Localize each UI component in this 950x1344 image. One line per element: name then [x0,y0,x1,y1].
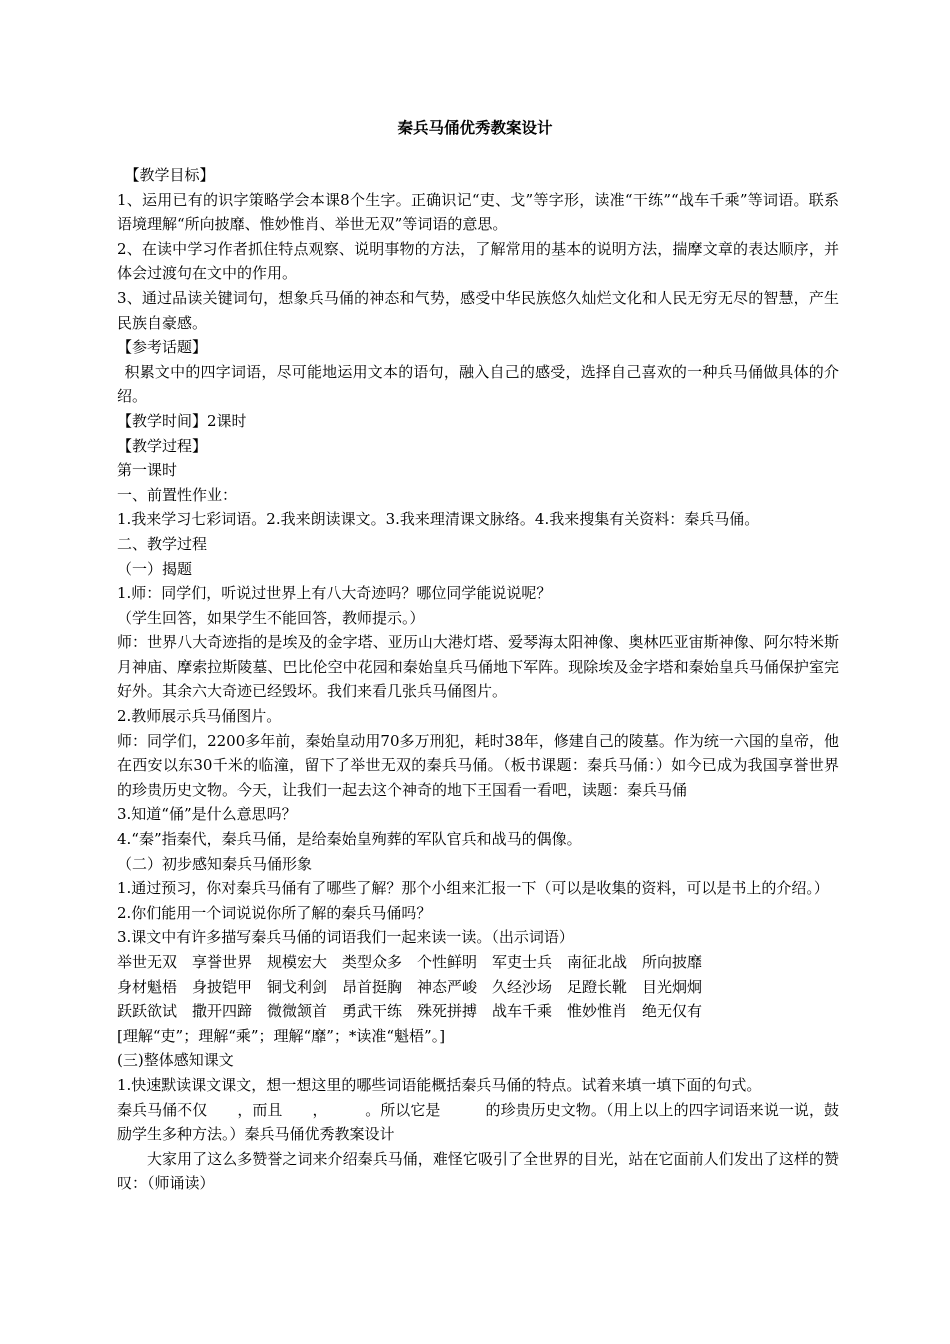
document-title: 秦兵马俑优秀教案设计 [397,118,553,137]
paragraphs-after [117,1024,839,1196]
paragraph: 【教学时间】2课时 [117,411,247,430]
word-row: 举世无双 享誉世界 规模宏大 类型众多 个性鲜明 军吏士兵 南征北战 所向披靡 [117,953,703,971]
paragraphs-before [117,163,839,950]
paragraph: 积累文中的四字词语，尽可能地运用文本的语句，融入自己的感受，选择自己喜欢的一种兵马俑做具体的介绍。 [117,362,839,406]
paragraph: 1.师：同学们，听说过世界上有八大奇迹吗？哪位同学能说说呢？ [117,584,552,603]
paragraph: 1、运用已有的识字策略学会本课8个生字。正确识记“吏、戈”等字形，读准“干练”“战车千乘”等词语。联系语境理解“所向披靡、惟妙惟肖、举世无双”等词语的意思。 [117,190,839,234]
paragraph: （一）揭题 [117,559,193,578]
paragraph: （学生回答，如果学生不能回答，教师提示。） [117,608,425,627]
paragraph: 师：世界八大奇迹指的是埃及的金字塔、亚历山大港灯塔、爱琴海太阳神像、奥林匹亚宙斯神像、阿尔特米斯月神庙、摩索拉斯陵墓、巴比伦空中花园和秦始皇兵马俑地下军阵。现除埃及金字塔和秦始皇兵马俑保护室完好外。其余六大奇迹已经毁坏。我们来看几张兵马俑图片。 [117,633,839,701]
word-row: 跃跃欲试 撒开四蹄 微微颔首 勇武干练 殊死拼搏 战车千乘 惟妙惟肖 绝无仅有 [117,1002,703,1021]
paragraph: 1.我来学习七彩词语。2.我来朗读课文。3.我来理清课文脉络。4.我来搜集有关资料：秦兵马俑。 [117,510,760,529]
paragraph: 【参考话题】 [117,338,208,357]
paragraph: 大家用了这么多赞誉之词来介绍秦兵马俑，难怪它吸引了全世界的目光，站在它面前人们发出了这样的赞叹：（师诵读） [117,1149,839,1193]
paragraph: 秦兵马俑不仅 ，而且 ， 。所以它是 的珍贵历史文物。（用上以上的四字词语来说一说，鼓励学生多种方法。）秦兵马俑优秀教案设计 [117,1100,839,1144]
word-list [117,950,839,1024]
paragraph: (三)整体感知课文 [117,1051,234,1070]
paragraph: 【教学过程】 [117,436,208,455]
paragraph: 2、在读中学习作者抓住特点观察、说明事物的方法，了解常用的基本的说明方法，揣摩文章的表达顺序，并体会过渡句在文中的作用。 [117,239,839,283]
paragraph: 1.通过预习，你对秦兵马俑有了哪些了解？那个小组来汇报一下（可以是收集的资料，可以是书上的介绍。） [117,879,829,898]
paragraph: 3、通过品读关键词句，想象兵马俑的神态和气势，感受中华民族悠久灿烂文化和人民无穷无尽的智慧，产生民族自豪感。 [117,288,839,332]
paragraph: 2.教师展示兵马俑图片。 [117,707,282,726]
paragraph: 3.课文中有许多描写秦兵马俑的词语我们一起来读一读。（出示词语） [117,928,574,947]
paragraph: 2.你们能用一个词说说你所了解的秦兵马俑吗？ [117,903,432,922]
word-row: 身材魁梧 身披铠甲 铜戈利剑 昂首挺胸 神态严峻 久经沙场 足蹬长靴 目光炯炯 [117,977,703,996]
paragraph: 3.知道“俑”是什么意思吗？ [117,805,297,824]
paragraph: 【教学目标】 [124,166,215,184]
paragraph: 师：同学们，2200多年前，秦始皇动用70多万刑犯，耗时38年，修建自己的陵墓。作为统一六国的皇帝，他在西安以东30千米的临潼，留下了举世无双的秦兵马俑。（板书课题：秦兵马俑：）如今已成为我国享誉世界的珍贵历史文物。今天，让我们一起去这个神奇的地下王国看一看吧，读题：秦兵马俑 [117,731,839,799]
paragraph: 第一课时 [117,461,178,480]
paragraph: 一、前置性作业： [117,485,238,504]
paragraph: 1.快速默读课文课文，想一想这里的哪些词语能概括秦兵马俑的特点。试着来填一填下面的句式。 [117,1075,762,1094]
paragraph: 4.“秦”指秦代，秦兵马俑，是给秦始皇殉葬的军队官兵和战马的偶像。 [117,830,582,849]
document-body [117,163,839,1196]
paragraph: 二、教学过程 [117,534,208,553]
paragraph: （二）初步感知秦兵马俑形象 [117,854,313,873]
paragraph: [理解“吏”；理解“乘”；理解“靡”；*读准“魁梧”。] [117,1026,446,1045]
